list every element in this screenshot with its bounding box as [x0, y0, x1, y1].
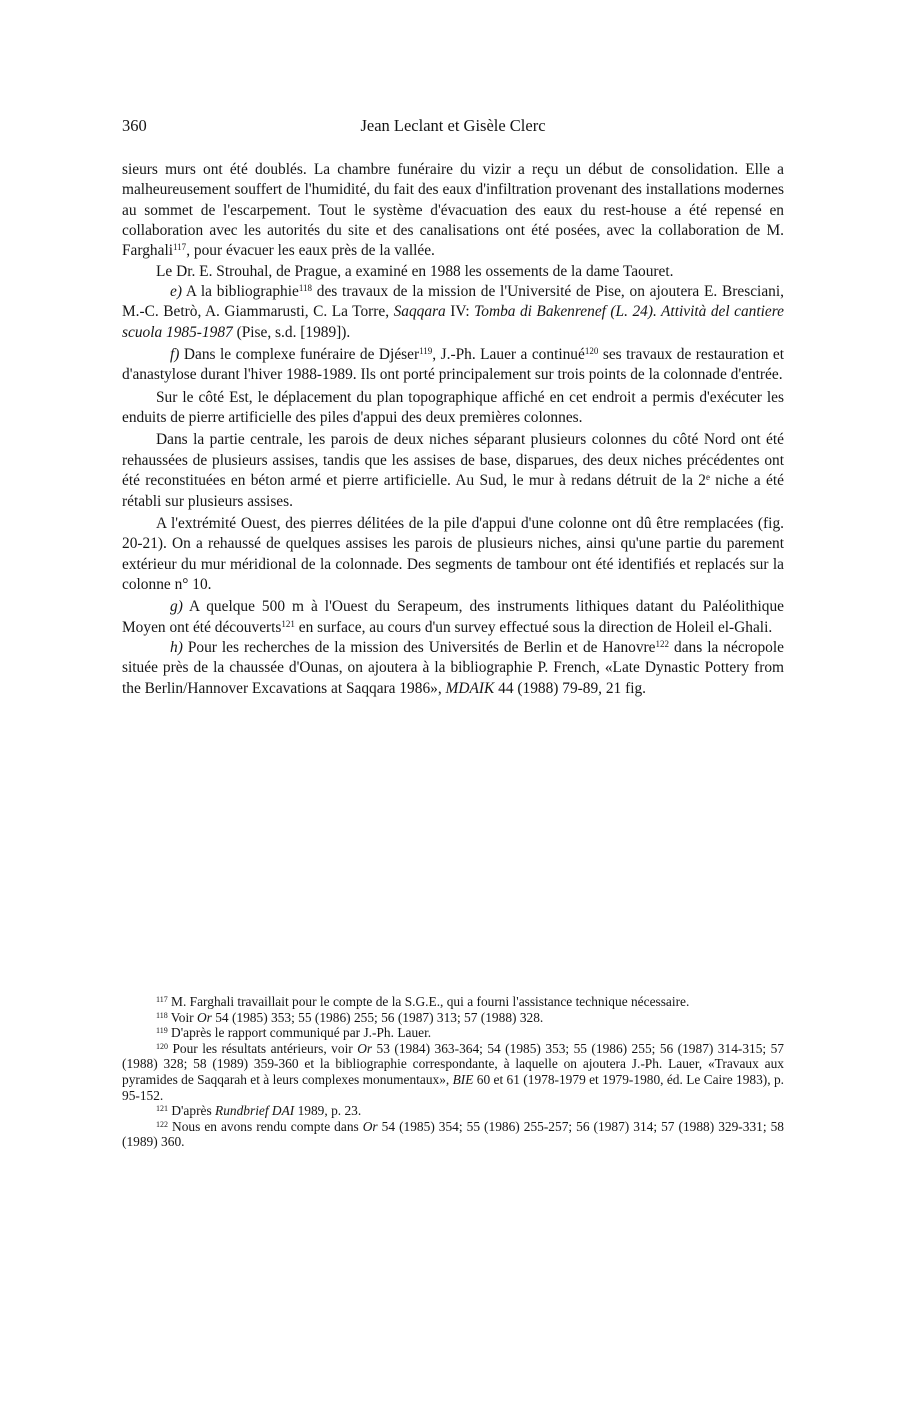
item-letter: g) — [170, 598, 183, 616]
footnote-number: 119 — [156, 1026, 168, 1036]
text-run: 1989, p. 23. — [294, 1103, 362, 1119]
italic-title: Saqqara — [393, 303, 446, 321]
footnote-ref-117[interactable]: 117 — [173, 242, 187, 253]
text-run: Pour les résultats antérieurs, voir — [168, 1040, 358, 1056]
paragraph-5: Sur le côté Est, le déplacement du plan topographique affiché en cet endroit a permis d'exécuter les enduits de pierre artificielle des piles d'appui des deux premières colonnes. — [122, 388, 784, 427]
running-title: Jean Leclant et Gisèle Clerc — [360, 116, 546, 135]
text-run: sieurs murs ont été doublés. La chambre funéraire du vizir a reçu un début de consolidation. Elle a malheureusement souffert de l'humidité, du fait des eaux d'infiltration provenant des installations modernes au sommet de l'escarpement. Tout le système d'évacuation des eaux du rest-house a été repensé en collaboration avec les autorités du site et des canalisations ont été posées, avec la collaboration de M. Farghali — [122, 161, 784, 260]
italic-title: BIE — [452, 1071, 474, 1087]
footnote-number: 117 — [156, 995, 168, 1004]
text-run: M. Farghali travaillait pour le compte de la S.G.E., qui a fourni l'assistance technique nécessaire. — [167, 994, 690, 1009]
text-run: Voir — [167, 1009, 197, 1025]
footnote-number: 121 — [156, 1104, 168, 1114]
text-run: D'après le rapport communiqué par J.-Ph. Lauer. — [167, 1025, 432, 1041]
text-run: A la bibliographie — [181, 283, 299, 301]
text-run: des travaux de la mission de l'Université de Pise, on ajoutera E. Bresciani, M.-C. Betrò, A. Giammarusti, C. La Torre, — [122, 283, 784, 321]
footnotes — [122, 994, 784, 1150]
text-run: ses travaux de restauration et d'anastylose durant l'hiver 1988-1989. Ils ont porté principalement sur trois points de la colonnade d'entrée. — [122, 346, 784, 384]
italic-title: Or — [362, 1118, 378, 1134]
paragraph-6 — [122, 430, 784, 511]
text-run: 44 (1988) 79-89, 21 fig. — [494, 679, 647, 697]
text-run: Dans le complexe funéraire de Djéser — [179, 346, 420, 364]
text-run: 54 (1985) 354; 55 (1986) 255-257; 56 (1987) 314; 57 (1988) 329-331; 58 (1989) 360. — [122, 1118, 784, 1150]
footnote-117 — [122, 994, 784, 1010]
text-run: IV: — [445, 303, 475, 321]
text-run: D'après — [168, 1103, 216, 1119]
footnote-ref-119[interactable]: 119 — [419, 346, 433, 357]
footnote-121 — [122, 1103, 784, 1119]
text-run: niche a été rétabli sur plusieurs assises. — [122, 472, 784, 510]
text-run: Dans la partie centrale, les parois de deux niches séparant plusieurs colonnes du côté Nord ont été rehaussées de plusieurs assises, tandis que les assises de base, disparues, des deux niches précédentes ont été reconstituées en béton armé et pierre artificielle. Au Sud, le mur à redans détruit de la 2 — [122, 431, 784, 490]
italic-title: Or — [357, 1040, 373, 1056]
paragraph-1 — [122, 160, 784, 262]
footnote-number: 120 — [156, 1041, 168, 1051]
text-run: 54 (1985) 353; 55 (1986) 255; 56 (1987) 313; 57 (1988) 328. — [211, 1009, 544, 1025]
footnote-ref-122[interactable]: 122 — [655, 638, 669, 649]
text-run: , pour évacuer les eaux près de la vallée. — [186, 242, 435, 260]
footnote-118 — [122, 1010, 784, 1026]
running-head — [122, 116, 784, 138]
item-letter: e) — [170, 283, 182, 301]
footnote-120 — [122, 1041, 784, 1103]
text-run: 53 (1984) 363-364; 54 (1985) 353; 55 (1986) 255; 56 (1987) 314-315; 57 (1988) 328; 58 (1989) 359-360 et la bibliographie correspondante, à laquelle on ajoutera J.-Ph. Lauer, «Travaux aux pyramides de Saqqarah et à leurs complexes monumentaux», — [122, 1040, 784, 1087]
text-run: dans la nécropole située près de la chaussée d'Ounas, on ajoutera à la bibliographie P. French, «Late Dynastic Pottery from the Berlin/Hannover Excavations at Saqqara 1986», — [122, 638, 784, 697]
text-run: en surface, au cours d'un survey effectué sous la direction de Holeil el-Ghali. — [294, 618, 773, 636]
item-letter: f) — [170, 346, 180, 364]
footnote-number: 118 — [156, 1010, 168, 1020]
text-run: 60 et 61 (1978-1979 et 1979-1980, éd. Le Caire 1983), p. 95-152. — [122, 1071, 784, 1103]
paragraph-3 — [122, 282, 784, 343]
paragraph-4 — [122, 345, 784, 386]
italic-title: Tomba di Bakenrenef (L. 24). Attività del cantiere scuola 1985-1987 — [122, 303, 784, 341]
footnote-ref-121[interactable]: 121 — [281, 618, 295, 629]
footnote-119 — [122, 1025, 784, 1041]
italic-title: Or — [196, 1009, 212, 1025]
body-text — [122, 160, 784, 699]
text-run: Nous en avons rendu compte dans — [168, 1118, 363, 1134]
footnote-122 — [122, 1119, 784, 1150]
paragraph-9 — [122, 638, 784, 699]
paragraph-8 — [122, 597, 784, 638]
page-number: 360 — [122, 116, 147, 135]
text-run: , J.-Ph. Lauer a continué — [432, 346, 585, 364]
paragraph-2: Le Dr. E. Strouhal, de Prague, a examiné en 1988 les ossements de la dame Taouret. — [156, 262, 674, 280]
paragraph-7: A l'extrémité Ouest, des pierres délitées de la pile d'appui d'une colonne ont dû être remplacées (fig. 20-21). On a rehaussé de quelques assises les parois de plusieurs niches, ainsi qu'une partie du parement extérieur du mur méridional de la colonnade. Des segments de tambour ont été identifiés et replacés sur la colonne n° 10. — [122, 514, 784, 593]
footnote-number: 122 — [156, 1119, 168, 1129]
text-run: A quelque 500 m à l'Ouest du Serapeum, des instruments lithiques datant du Paléolithique Moyen ont été découverts — [122, 598, 784, 636]
text-run: (Pise, s.d. [1989]). — [232, 323, 351, 341]
footnote-ref-120[interactable]: 120 — [584, 346, 599, 357]
italic-title: Rundbrief DAI — [215, 1103, 295, 1119]
ordinal-suffix: e — [706, 472, 710, 483]
item-letter: h) — [170, 638, 183, 656]
footnote-ref-118[interactable]: 118 — [298, 283, 313, 294]
text-run: Pour les recherches de la mission des Universités de Berlin et de Hanovre — [182, 638, 656, 656]
italic-title: MDAIK — [445, 679, 495, 697]
